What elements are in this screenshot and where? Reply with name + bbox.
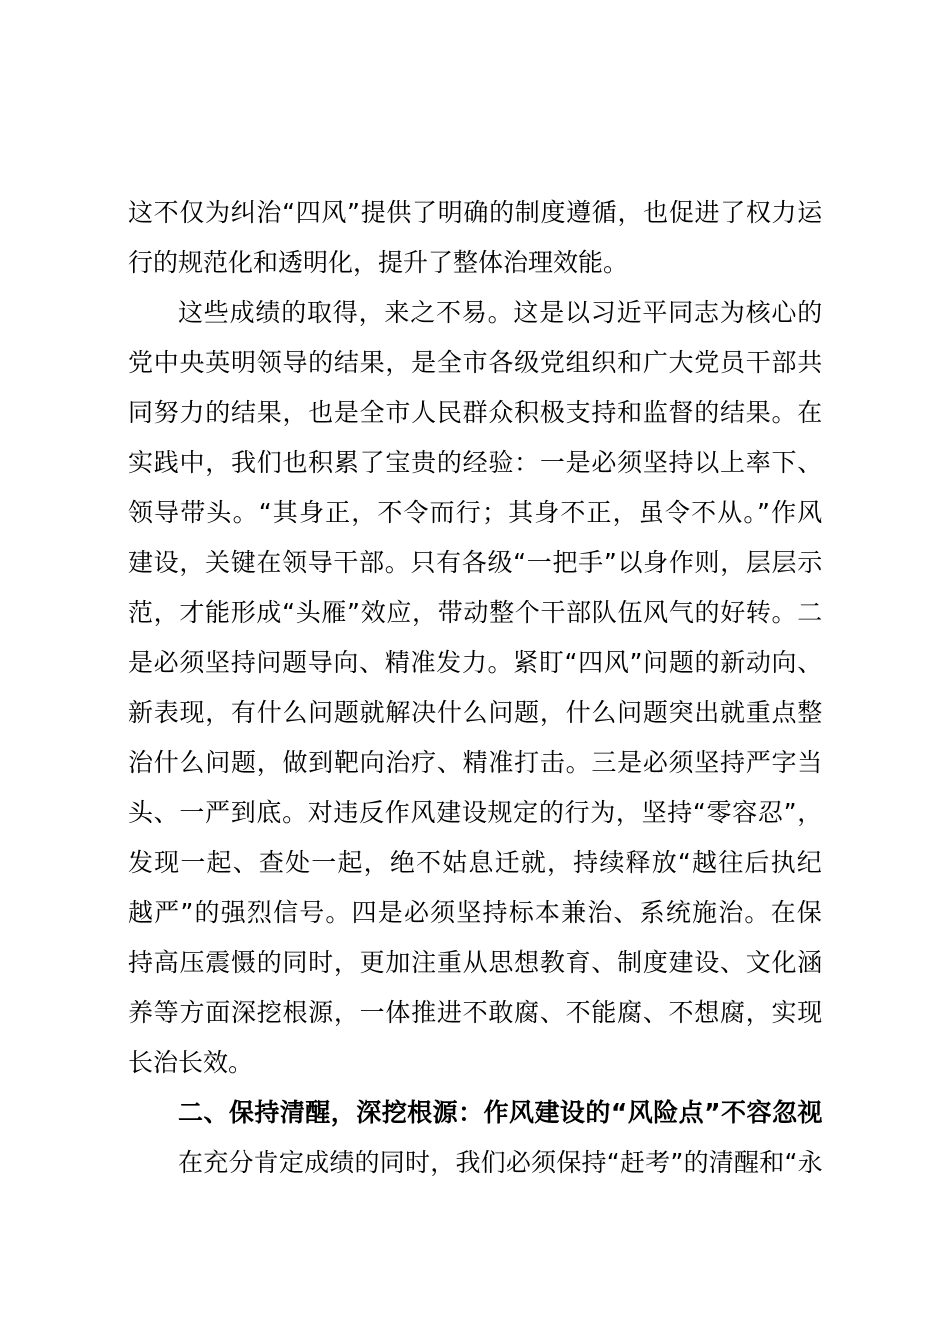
body-line	[0, 988, 950, 1038]
body-line	[0, 388, 950, 438]
text-line: 越严”的强烈信号。四是必须坚持标本兼治、系统施治。在保	[128, 898, 823, 927]
body-line	[0, 438, 950, 488]
text-line: 行的规范化和透明化，提升了整体治理效能。	[128, 248, 629, 277]
text-line: 持高压震慑的同时，更加注重从思想教育、制度建设、文化涵	[128, 948, 824, 977]
body-line	[0, 738, 950, 788]
body-line	[0, 288, 950, 338]
text-line: 头、一严到底。对违反作风建设规定的行为，坚持“零容忍”，	[128, 798, 823, 827]
text-line: 党中央英明领导的结果，是全市各级党组织和广大党员干部共	[128, 348, 824, 377]
text-line: 是必须坚持问题导向、精准发力。紧盯“四风”问题的新动向、	[128, 648, 823, 677]
body-line	[0, 488, 950, 538]
text-line: 发现一起、查处一起，绝不姑息迁就，持续释放“越往后执纪	[128, 848, 823, 877]
body-line	[0, 538, 950, 588]
text-line: 同努力的结果，也是全市人民群众积极支持和监督的结果。在	[128, 398, 824, 427]
body-line	[0, 938, 950, 988]
section-heading-line	[0, 1088, 950, 1138]
body-line	[0, 238, 950, 288]
section-heading: 二、保持清醒，深挖根源：作风建设的“风险点”不容忽视	[178, 1098, 823, 1127]
body-line	[0, 888, 950, 938]
text-line: 在充分肯定成绩的同时，我们必须保持“赶考”的清醒和“永	[178, 1148, 823, 1177]
body-line	[0, 338, 950, 388]
body-line	[0, 788, 950, 838]
text-line: 新表现，有什么问题就解决什么问题，什么问题突出就重点整	[128, 698, 824, 727]
body-line	[0, 1138, 950, 1188]
body-line	[0, 638, 950, 688]
text-line: 领导带头。“其身正，不令而行；其身不正，虽令不从。”作风	[128, 498, 824, 527]
body-line	[0, 688, 950, 738]
text-line: 这些成绩的取得，来之不易。这是以习近平同志为核心的	[178, 298, 824, 327]
text-line: 这不仅为纠治“四风”提供了明确的制度遵循，也促进了权力运	[128, 198, 823, 227]
text-line: 建设，关键在领导干部。只有各级“一把手”以身作则，层层示	[128, 548, 823, 577]
body-line	[0, 588, 950, 638]
text-line: 治什么问题，做到靶向治疗、精准打击。三是必须坚持严字当	[128, 748, 824, 777]
body-line	[0, 838, 950, 888]
text-line: 长治长效。	[128, 1048, 254, 1077]
text-line: 范，才能形成“头雁”效应，带动整个干部队伍风气的好转。二	[128, 598, 823, 627]
text-line: 养等方面深挖根源，一体推进不敢腐、不能腐、不想腐，实现	[128, 998, 824, 1027]
body-line	[0, 188, 950, 238]
text-line: 实践中，我们也积累了宝贵的经验：一是必须坚持以上率下、	[128, 448, 824, 477]
body-line	[0, 1038, 950, 1088]
